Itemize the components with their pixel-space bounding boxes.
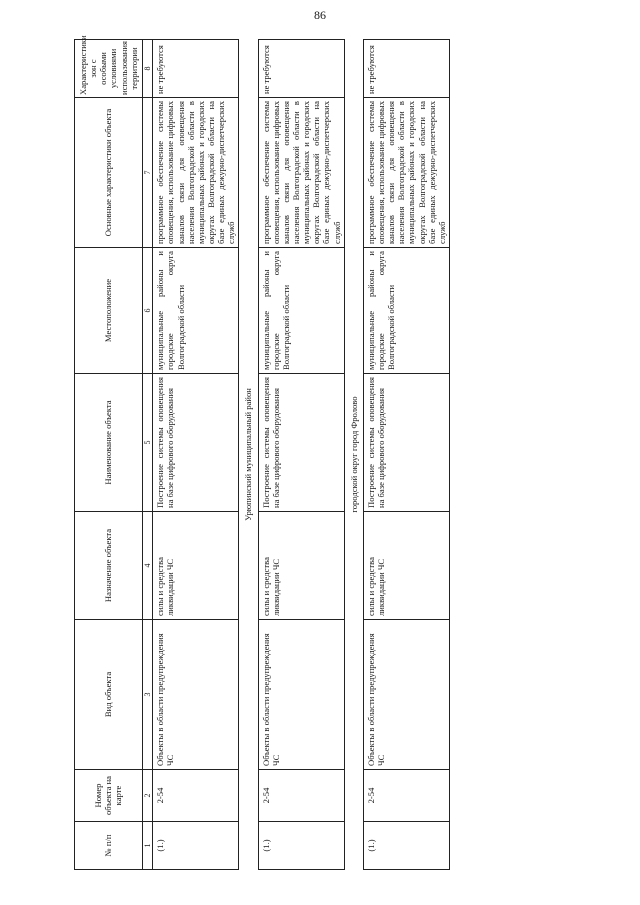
table-row: [153, 40, 239, 870]
object-type: Объекты в области предупреждения ЧС: [153, 620, 239, 770]
column-number-row: [142, 40, 152, 870]
header-cell: Наименование объекта: [75, 374, 143, 512]
column-number: 7: [142, 98, 152, 248]
section-row: [344, 40, 363, 870]
table-body: [153, 40, 450, 870]
zone-characteristics: не требуются: [258, 40, 344, 98]
object-characteristics: программное обеспечение системы оповещения, использование цифровых каналов связи для оповещения населения Волгоградской области в муниципальных районах и городских округах Волгоградской области на базе единых дежурно-диспетчерских служб: [258, 98, 344, 248]
section-heading: Урюпинский муниципальный район: [239, 40, 258, 870]
row-index: (1.): [153, 822, 239, 870]
map-object-number: 2-54: [153, 770, 239, 822]
header-cell: Вид объекта: [75, 620, 143, 770]
header-cell: Номер объекта на карте: [75, 770, 143, 822]
table-row: [363, 40, 449, 870]
object-purpose: силы и средства ликвидации ЧС: [153, 512, 239, 620]
object-characteristics: программное обеспечение системы оповещения, использование цифровых каналов связи для оповещения населения Волгоградской области в муниципальных районах и городских округах Волгоградской области на базе единых дежурно-диспетчерских служб: [153, 98, 239, 248]
object-location: муниципальные районы и городские округа Волгоградской области: [258, 248, 344, 374]
column-number: 5: [142, 374, 152, 512]
header-cell: № п/п: [75, 822, 143, 870]
map-object-number: 2-54: [258, 770, 344, 822]
zone-characteristics: не требуются: [153, 40, 239, 98]
header-cell: Основные характеристики объекта: [75, 98, 143, 248]
object-name: Построение системы оповещения на базе цифрового оборудования: [258, 374, 344, 512]
object-name: Построение системы оповещения на базе цифрового оборудования: [363, 374, 449, 512]
column-number: 3: [142, 620, 152, 770]
object-location: муниципальные районы и городские округа Волгоградской области: [363, 248, 449, 374]
object-location: муниципальные районы и городские округа Волгоградской области: [153, 248, 239, 374]
rotated-table-container: [74, 35, 554, 870]
table-row: [258, 40, 344, 870]
column-number: 8: [142, 40, 152, 98]
header-row: [75, 40, 143, 870]
column-number: 4: [142, 512, 152, 620]
object-type: Объекты в области предупреждения ЧС: [258, 620, 344, 770]
header-cell: Назначение объекта: [75, 512, 143, 620]
column-number: 2: [142, 770, 152, 822]
object-name: Построение системы оповещения на базе цифрового оборудования: [153, 374, 239, 512]
column-number: 6: [142, 248, 152, 374]
objects-table: [74, 35, 450, 870]
zone-characteristics: не требуются: [363, 40, 449, 98]
header-cell: Местоположение: [75, 248, 143, 374]
object-type: Объекты в области предупреждения ЧС: [363, 620, 449, 770]
page-number: 86: [314, 8, 326, 22]
object-purpose: силы и средства ликвидации ЧС: [258, 512, 344, 620]
object-purpose: силы и средства ликвидации ЧС: [363, 512, 449, 620]
row-index: (1.): [363, 822, 449, 870]
header-cell: Характеристики зон с особыми условиями использования территории: [75, 40, 143, 98]
map-object-number: 2-54: [363, 770, 449, 822]
section-heading: городской округ город Фролово: [344, 40, 363, 870]
object-characteristics: программное обеспечение системы оповещения, использование цифровых каналов связи для оповещения населения Волгоградской области в муниципальных районах и городских округах Волгоградской области на базе единых дежурно-диспетчерских служб: [363, 98, 449, 248]
row-index: (1.): [258, 822, 344, 870]
section-row: [239, 40, 258, 870]
column-number: 1: [142, 822, 152, 870]
